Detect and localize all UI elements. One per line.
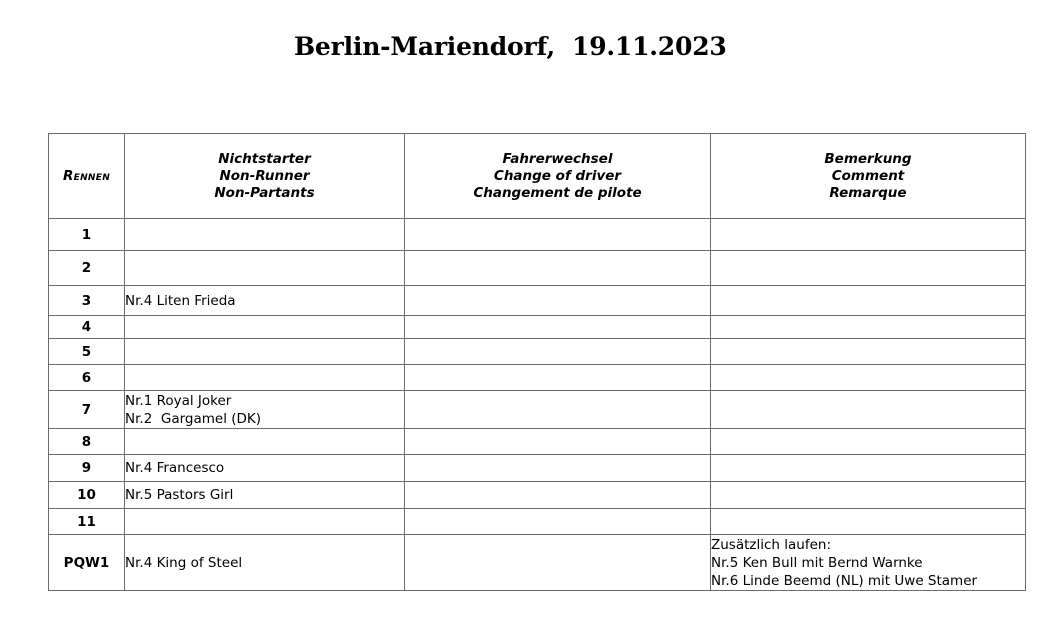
table-row (49, 535, 1026, 591)
comment-cell (711, 251, 1026, 286)
nonstarter-cell (125, 429, 405, 455)
race-number: 2 (49, 251, 125, 286)
header-driver-change-en: Change of driver (493, 167, 622, 184)
driver-change-cell (405, 509, 711, 535)
race-number: 10 (49, 482, 125, 509)
table-row (49, 219, 1026, 251)
race-number: 1 (49, 219, 125, 251)
comment-cell-line: Zusätzlich laufen: (711, 536, 832, 553)
nonstarter-cell-line: Nr.4 Francesco (125, 460, 225, 476)
comment-cell (711, 455, 1026, 482)
driver-change-cell (405, 482, 711, 509)
nonstarter-cell-line: Nr.1 Royal Joker (125, 392, 232, 409)
driver-change-cell (405, 316, 711, 339)
table-body (49, 219, 1026, 591)
nonstarter-cell (125, 219, 405, 251)
comment-cell (711, 219, 1026, 251)
driver-change-cell (405, 251, 711, 286)
header-nonstarter-de: Nichtstarter (218, 150, 311, 167)
race-number: 11 (49, 509, 125, 535)
nonstarter-cell (125, 455, 405, 482)
nonstarter-cell (125, 286, 405, 316)
race-number: 3 (49, 286, 125, 316)
header-driver-change-de: Fahrerwechsel (502, 150, 613, 167)
table-row (49, 365, 1026, 391)
header-nonstarter-en: Non-Runner (219, 167, 310, 184)
nonstarter-cell (125, 251, 405, 286)
race-number: 4 (49, 316, 125, 339)
comment-cell (711, 509, 1026, 535)
comment-cell (711, 339, 1026, 365)
header-driver-change-fr: Changement de pilote (473, 184, 642, 201)
comment-cell-line: Nr.5 Ken Bull mit Bernd Warnke (711, 554, 923, 571)
nonstarter-cell-line: Nr.4 Liten Frieda (125, 292, 236, 309)
comment-cell (711, 286, 1026, 316)
nonstarter-cell (125, 391, 405, 429)
nonstarter-cell (125, 316, 405, 339)
document-title: Berlin-Mariendorf, 19.11.2023 (294, 32, 727, 61)
race-number: 6 (49, 365, 125, 391)
header-nonstarter-fr: Non-Partants (214, 184, 315, 201)
driver-change-cell (405, 455, 711, 482)
table-row (49, 509, 1026, 535)
header-comment (711, 134, 1026, 219)
nonstarter-cell-line: Nr.5 Pastors Girl (125, 487, 234, 503)
driver-change-cell (405, 339, 711, 365)
driver-change-cell (405, 535, 711, 591)
nonstarter-cell (125, 365, 405, 391)
header-nonstarter (125, 134, 405, 219)
nonstarter-cell (125, 509, 405, 535)
comment-cell (711, 365, 1026, 391)
race-number: 5 (49, 339, 125, 365)
table-row (49, 391, 1026, 429)
race-number: PQW1 (49, 535, 125, 591)
driver-change-cell (405, 219, 711, 251)
table-row (49, 316, 1026, 339)
table-row (49, 455, 1026, 482)
header-comment-fr: Remarque (829, 184, 907, 201)
table-row (49, 286, 1026, 316)
race-changes-table (48, 133, 1026, 591)
table-row (49, 429, 1026, 455)
race-number: 7 (49, 391, 125, 429)
comment-cell (711, 482, 1026, 509)
race-number: 8 (49, 429, 125, 455)
driver-change-cell (405, 365, 711, 391)
header-comment-de: Bemerkung (824, 150, 912, 167)
header-driver-change (405, 134, 711, 219)
driver-change-cell (405, 391, 711, 429)
driver-change-cell (405, 286, 711, 316)
comment-cell (711, 535, 1026, 591)
table-header-row (49, 134, 1026, 219)
table-row (49, 339, 1026, 365)
nonstarter-cell (125, 339, 405, 365)
comment-cell (711, 391, 1026, 429)
race-number: 9 (49, 455, 125, 482)
header-comment-en: Comment (831, 167, 905, 184)
driver-change-cell (405, 429, 711, 455)
table-row (49, 251, 1026, 286)
comment-cell-line: Nr.6 Linde Beemd (NL) mit Uwe Stamer (711, 572, 978, 589)
comment-cell (711, 316, 1026, 339)
table-row (49, 482, 1026, 509)
nonstarter-cell-line: Nr.4 King of Steel (125, 554, 243, 571)
nonstarter-cell (125, 482, 405, 509)
header-rennen: Rennen (49, 134, 125, 219)
nonstarter-cell (125, 535, 405, 591)
comment-cell (711, 429, 1026, 455)
nonstarter-cell-line: Nr.2 Gargamel (DK) (125, 410, 262, 427)
